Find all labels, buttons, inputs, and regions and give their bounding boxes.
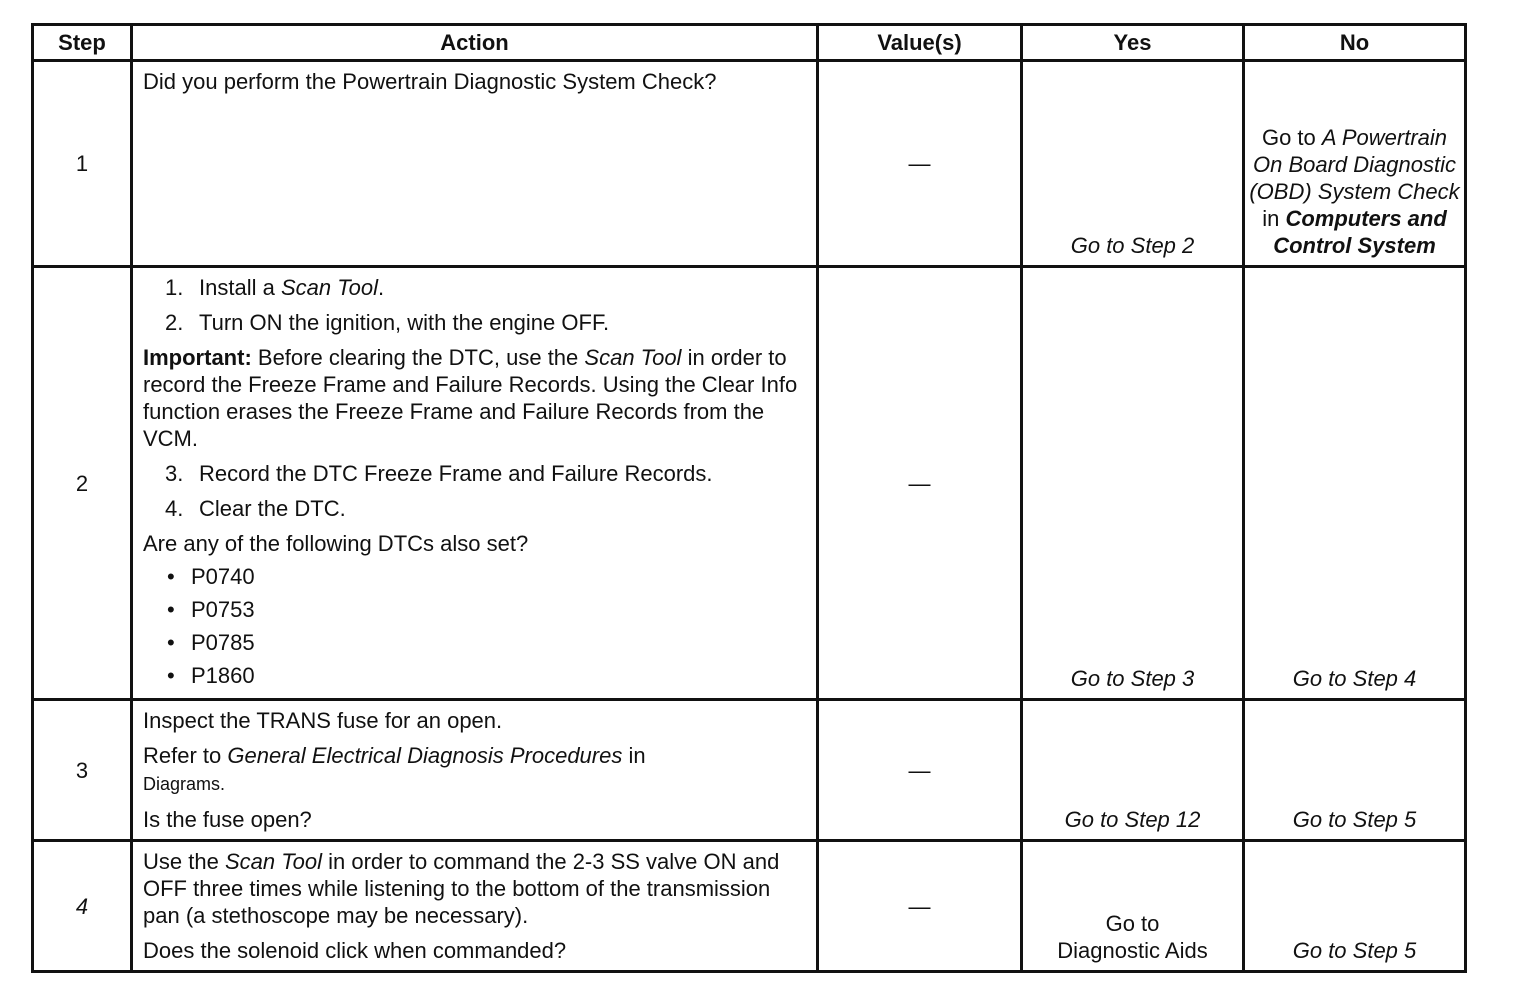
no-link[interactable]: Go to Step 5 <box>1292 807 1417 832</box>
refer-diagrams: Diagrams. <box>143 774 226 794</box>
header-action: Action <box>132 25 818 61</box>
important-text: Before clearing the DTC, use the <box>257 345 579 370</box>
no-link-obd-check[interactable]: A Powertrain On Board Diagnostic (OBD) System Check <box>1249 125 1460 204</box>
dtc-code: P0753 <box>191 597 255 622</box>
dtc-list-item <box>143 629 806 656</box>
table-row <box>33 841 1466 972</box>
numbered-step <box>143 495 806 522</box>
dtc-code: P1860 <box>191 663 255 688</box>
action-question: Does the solenoid click when commanded? <box>143 938 567 963</box>
header-no: No <box>1244 25 1466 61</box>
no-cell <box>1244 267 1466 700</box>
refer-text-end: in <box>628 743 646 768</box>
bullet-icon: • <box>167 597 175 622</box>
action-cell <box>132 700 818 841</box>
step-text: Clear the DTC. <box>199 496 346 521</box>
step-number-text: 4 <box>75 893 89 919</box>
dtc-list-item <box>143 563 806 590</box>
refer-procedures-link[interactable]: General Electrical Diagnosis Procedures <box>227 743 623 768</box>
numbered-step <box>143 274 806 301</box>
step-emphasis: Scan Tool <box>280 275 378 300</box>
action-line <box>143 848 806 929</box>
table-row <box>33 61 1466 267</box>
step-number: 3 <box>33 700 132 841</box>
header-step: Step <box>33 25 132 61</box>
action-emphasis: Scan Tool <box>224 849 322 874</box>
header-yes: Yes <box>1022 25 1244 61</box>
bullet-icon: • <box>167 630 175 655</box>
value-cell: — <box>818 841 1022 972</box>
diagnostic-table <box>31 23 1467 973</box>
table-row <box>33 700 1466 841</box>
numbered-step <box>143 309 806 336</box>
header-row <box>33 25 1466 61</box>
step-index: 3. <box>165 461 184 486</box>
no-mid: in <box>1262 206 1280 231</box>
step-index: 1. <box>165 275 184 300</box>
yes-cell <box>1022 700 1244 841</box>
important-label: Important: <box>143 345 252 370</box>
action-question: Is the fuse open? <box>143 807 312 832</box>
value-cell: — <box>818 267 1022 700</box>
header-values: Value(s) <box>818 25 1022 61</box>
step-number: 1 <box>33 61 132 267</box>
action-cell <box>132 61 818 267</box>
value-cell: — <box>818 61 1022 267</box>
table-row <box>33 267 1466 700</box>
no-link[interactable]: Go to Step 5 <box>1292 938 1417 963</box>
step-number <box>33 841 132 972</box>
value-cell: — <box>818 700 1022 841</box>
action-cell <box>132 267 818 700</box>
yes-link[interactable]: Go to Step 12 <box>1064 807 1201 832</box>
no-link-computers[interactable]: Computers and Control System <box>1273 206 1447 258</box>
step-index: 4. <box>165 496 184 521</box>
bullet-icon: • <box>167 564 175 589</box>
yes-cell <box>1022 61 1244 267</box>
dtc-code: P0785 <box>191 630 255 655</box>
yes-link[interactable]: Go to Step 2 <box>1070 233 1195 258</box>
bullet-icon: • <box>167 663 175 688</box>
step-text-end: . <box>378 275 385 300</box>
dtc-code: P0740 <box>191 564 255 589</box>
dtc-list-item <box>143 596 806 623</box>
action-text: Use the <box>143 849 219 874</box>
yes-cell <box>1022 267 1244 700</box>
important-text-end: in order to record the Freeze Frame and Failure Records. Using the Clear Info function erases the Freeze Frame and Failure Records from the VCM. <box>143 345 798 451</box>
important-emphasis: Scan Tool <box>584 345 682 370</box>
dtc-list-item <box>143 662 806 689</box>
refer-text: Refer to <box>143 743 222 768</box>
step-text: Turn ON the ignition, with the engine OFF. <box>199 310 610 335</box>
step-index: 2. <box>165 310 184 335</box>
yes-link-line1: Go to <box>1105 911 1160 936</box>
no-prefix: Go to <box>1261 125 1316 150</box>
no-cell <box>1244 700 1466 841</box>
yes-link-line2: Diagnostic Aids <box>1057 938 1208 963</box>
action-text-end: in order to command the 2-3 SS valve ON and OFF three times while listening to the bottom of the transmission pan (a stethoscope may be necessary). <box>143 849 780 928</box>
numbered-step <box>143 460 806 487</box>
refer-line <box>143 742 806 798</box>
yes-link[interactable]: Go to Step 3 <box>1070 666 1195 691</box>
step-text: Install a <box>199 275 275 300</box>
no-cell <box>1244 61 1466 267</box>
step-text: Record the DTC Freeze Frame and Failure Records. <box>199 461 713 486</box>
action-question: Did you perform the Powertrain Diagnostic System Check? <box>143 69 717 94</box>
no-cell <box>1244 841 1466 972</box>
no-link[interactable]: Go to Step 4 <box>1292 666 1417 691</box>
action-cell <box>132 841 818 972</box>
yes-cell[interactable] <box>1022 841 1244 972</box>
important-note <box>143 344 806 452</box>
step-number: 2 <box>33 267 132 700</box>
action-line: Inspect the TRANS fuse for an open. <box>143 708 503 733</box>
action-question: Are any of the following DTCs also set? <box>143 531 529 556</box>
